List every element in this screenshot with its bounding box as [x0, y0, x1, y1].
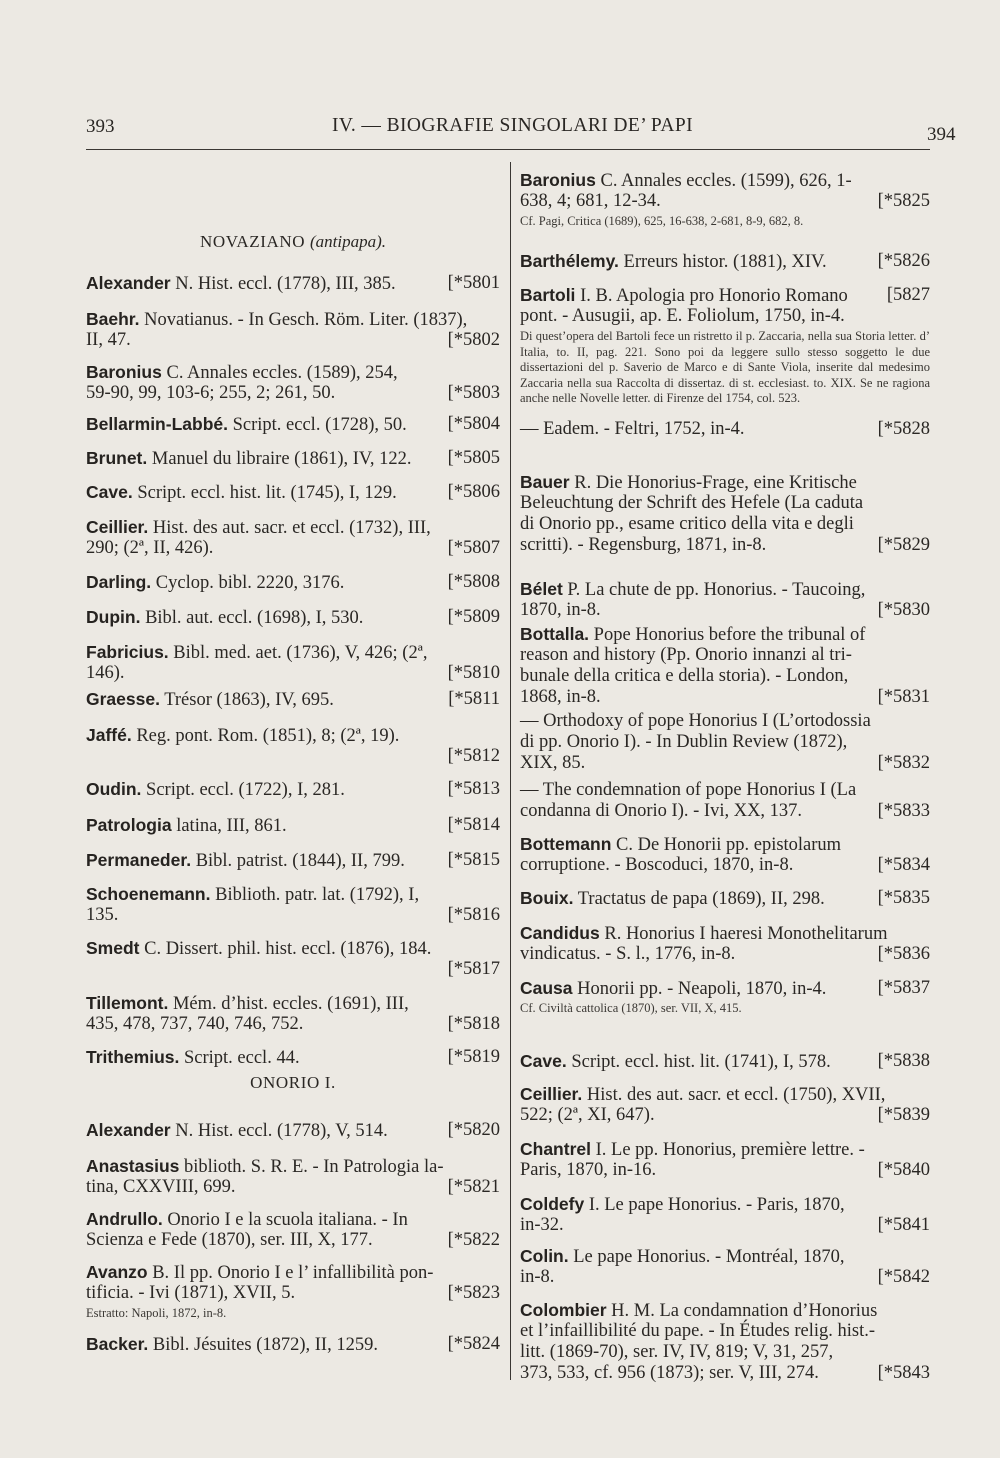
author-name: Brunet.: [86, 448, 148, 468]
bibliography-entry: [520, 711, 930, 774]
bibliography-entry: [86, 414, 500, 435]
section-title-novaziano: NOVAZIANO (antipapa).: [199, 232, 387, 251]
bibliography-entry: [520, 780, 930, 822]
reference-number: [*5838: [877, 1051, 930, 1071]
entry-line: [86, 1334, 500, 1355]
entry-line: [520, 251, 930, 272]
entry-text: biblioth. S. R. E. - In Patrologia la-: [179, 1157, 444, 1177]
reference-number: [*5801: [447, 273, 500, 293]
entry-line: [86, 309, 500, 330]
reference-number: [*5807: [447, 538, 500, 558]
entry-text: N. Hist. eccl. (1778), III, 385.: [170, 274, 396, 294]
bibliography-entry: [86, 273, 500, 294]
entry-line: [86, 448, 500, 469]
bibliography-entry: [520, 1246, 930, 1288]
author-name: Coldefy: [520, 1194, 585, 1214]
entry-line: [86, 362, 500, 383]
entry-text: Bibl. aut. eccl. (1698), I, 530.: [140, 608, 364, 628]
reference-number: [*5813: [447, 779, 500, 799]
entry-line: [86, 414, 500, 435]
author-name: Andrullo.: [86, 1209, 163, 1229]
entry-text: — Eadem. - Feltri, 1752, in-4.: [520, 419, 745, 439]
entry-text: di pp. Onorio I). - In Dublin Review (1872),: [520, 732, 848, 752]
entry-line: [86, 938, 500, 959]
entry-text: — Orthodoxy of pope Honorius I (L’ortodossia: [520, 711, 871, 731]
reference-number: [*5837: [877, 978, 930, 998]
author-name: Permaneder.: [86, 850, 192, 870]
entry-text: P. La chute de pp. Honorius. - Taucoing,: [562, 580, 866, 600]
entry-text: Hist. des aut. sacr. et eccl. (1750), XVII,: [582, 1085, 886, 1105]
entry-text: C. De Honorii pp. epistolarum: [611, 835, 842, 855]
author-name: Colin.: [520, 1246, 569, 1266]
entry-line: [520, 1342, 930, 1363]
entry-text: 135.: [86, 905, 119, 925]
entry-line: [520, 1363, 930, 1384]
author-name: Alexander: [86, 273, 171, 293]
entry-note: Cf. Civiltà cattolica (1870), ser. VII, X, 415.: [520, 1001, 742, 1015]
entry-line: [520, 687, 930, 708]
bibliography-entry: [520, 419, 930, 440]
entry-line: [520, 1321, 930, 1342]
reference-number: [*5824: [447, 1334, 500, 1354]
entry-text: C. Annales eccles. (1599), 626, 1-: [595, 171, 852, 191]
reference-number: [*5832: [877, 753, 930, 773]
entry-text: Cyclop. bibl. 2220, 3176.: [151, 573, 345, 593]
entry-line: [520, 1194, 930, 1215]
entry-text: Onorio I e la scuola italiana. - In: [162, 1210, 408, 1230]
entry-line: [520, 888, 930, 909]
entry-line: [86, 1014, 500, 1035]
entry-line: [520, 535, 930, 556]
bibliography-entry: [520, 251, 930, 272]
entry-text: I. B. Apologia pro Honorio Romano: [575, 286, 848, 306]
entry-text: R. Die Honorius-Frage, eine Kritische: [569, 473, 857, 493]
reference-number: [*5839: [877, 1105, 930, 1125]
entry-text: I. Le pp. Honorius, première lettre. -: [590, 1140, 865, 1160]
bibliography-entry: [86, 607, 500, 628]
entry-note: Di quest’opera del Bartoli fece un ristretto il p. Zaccaria, nella sua Storia letter. d’ Italia, to. II, pag. 221. Sono poi da leggere sullo stesso soggetto le due dissertazioni del p. Saverio de Marco e di Sante Viola, inserite dal medesimo Zaccaria nella sua Raccolta di dissertaz. di st. ecclesiast. to. XIX. Se ne ragiona anche nelle Novelle letter. di Firenze del 1754, col. 523.: [520, 329, 930, 405]
running-title: IV. — BIOGRAFIE SINGOLARI DE’ PAPI: [332, 115, 694, 136]
bibliography-entry: [86, 642, 500, 684]
reference-number: [*5803: [447, 383, 500, 403]
entry-text: Novatianus. - In Gesch. Röm. Liter. (1837),: [139, 310, 468, 330]
entry-text: Script. eccl. (1728), 50.: [227, 415, 407, 435]
entry-text: Bibl. med. aet. (1736), V, 426; (2ª,: [168, 643, 428, 663]
bibliography-entry: [86, 1120, 500, 1141]
entry-text: Le pape Honorius. - Montréal, 1870,: [568, 1247, 845, 1267]
entry-text: latina, III, 861.: [171, 816, 287, 836]
entry-line: [520, 579, 930, 600]
entry-line: [520, 1051, 930, 1072]
entry-line: [86, 607, 500, 628]
author-name: Patrologia: [86, 815, 172, 835]
entry-line: [520, 801, 930, 822]
reference-number: [*5808: [447, 572, 500, 592]
bibliography-entry: [86, 884, 500, 926]
entry-text: Manuel du libraire (1861), IV, 122.: [147, 449, 412, 469]
author-name: Graesse.: [86, 689, 160, 709]
page-number-right: 394: [927, 124, 956, 145]
bibliography-entry: [86, 1156, 500, 1198]
entry-note: Cf. Pagi, Critica (1689), 625, 16-638, 2-681, 8-9, 682, 8.: [520, 214, 804, 228]
entry-line: [520, 1105, 930, 1126]
bibliography-entry: [520, 1051, 930, 1072]
author-name: Bouix.: [520, 888, 574, 908]
entry-line: [520, 923, 930, 944]
entry-line: [520, 944, 930, 965]
entry-line: [520, 306, 930, 327]
reference-number: [*5818: [447, 1014, 500, 1034]
entry-line: [86, 1209, 500, 1230]
entry-text: Scienza e Fede (1870), ser. III, X, 177.: [86, 1230, 373, 1250]
entry-text: di Onorio pp., esame critico della vita e degli: [520, 514, 854, 534]
entry-line: [86, 993, 500, 1014]
entry-line: [520, 645, 930, 666]
entry-text: Bibl. patrist. (1844), II, 799.: [191, 851, 405, 871]
author-name: Fabricius.: [86, 642, 169, 662]
bibliography-entry: [86, 309, 500, 351]
entry-text: pont. - Ausugii, ap. E. Foliolum, 1750, in-4.: [520, 306, 845, 326]
entry-line: [520, 1246, 930, 1267]
entry-text: C. Dissert. phil. hist. eccl. (1876), 184.: [139, 939, 432, 959]
entry-line: [86, 273, 500, 294]
entry-text: N. Hist. eccl. (1778), V, 514.: [170, 1121, 388, 1141]
entry-text: 638, 4; 681, 12-34.: [520, 191, 661, 211]
reference-number: [*5821: [447, 1177, 500, 1197]
entry-line: [520, 666, 930, 687]
author-name: Baehr.: [86, 309, 140, 329]
author-name: Ceillier.: [520, 1084, 583, 1104]
entry-line: [86, 482, 500, 503]
entry-line: [86, 746, 500, 767]
reference-number: [*5814: [447, 815, 500, 835]
author-name: Tillemont.: [86, 993, 169, 1013]
bibliography-entry: [520, 923, 930, 965]
author-name: Candidus: [520, 923, 600, 943]
entry-text: Reg. pont. Rom. (1851), 8; (2ª, 19).: [131, 726, 400, 746]
entry-text: condanna di Onorio I). - Ivi, XX, 137.: [520, 801, 803, 821]
entry-text: 1870, in-8.: [520, 600, 601, 620]
entry-line: [520, 1215, 930, 1236]
entry-line: [520, 1267, 930, 1288]
entry-line: [520, 711, 930, 732]
entry-line: [520, 191, 930, 212]
entry-line: [520, 1139, 930, 1160]
bibliography-entry: [520, 834, 930, 876]
author-name: Bartoli: [520, 285, 576, 305]
entry-line: [86, 1120, 500, 1141]
entry-line: [86, 779, 500, 800]
entry-line: [86, 1177, 500, 1198]
bibliography-entry: [520, 285, 930, 407]
entry-text: 373, 533, cf. 956 (1873); ser. V, III, 274.: [520, 1363, 819, 1383]
entry-text: Trésor (1863), IV, 695.: [159, 690, 334, 710]
reference-number: [*5817: [447, 959, 500, 979]
entry-text: I. Le pape Honorius. - Paris, 1870,: [584, 1195, 845, 1215]
entry-text: XIX, 85.: [520, 753, 586, 773]
entry-text: R. Honorius I haeresi Monothelitarum: [599, 924, 888, 944]
author-name: Chantrel: [520, 1139, 591, 1159]
reference-number: [*5822: [447, 1230, 500, 1250]
reference-number: [*5805: [447, 448, 500, 468]
author-name: Cave.: [86, 482, 133, 502]
author-name: Schoenemann.: [86, 884, 211, 904]
bibliography-entry: [86, 1209, 500, 1251]
author-name: Bellarmin-Labbé.: [86, 414, 228, 434]
reference-number: [*5820: [447, 1120, 500, 1140]
reference-number: [*5812: [447, 746, 500, 766]
entry-text: Script. eccl. hist. lit. (1741), I, 578.: [566, 1052, 831, 1072]
author-name: Anastasius: [86, 1156, 180, 1176]
author-name: Dupin.: [86, 607, 141, 627]
bibliography-entry: [520, 579, 930, 621]
bibliography-entry: [86, 1047, 500, 1068]
bibliography-entry: [86, 448, 500, 469]
entry-text: corruptione. - Boscoduci, 1870, in-8.: [520, 855, 794, 875]
reference-number: [*5815: [447, 850, 500, 870]
entry-text: 290; (2ª, II, 426).: [86, 538, 214, 558]
reference-number: [*5840: [877, 1160, 930, 1180]
column-divider: [510, 162, 511, 1380]
reference-number: [*5831: [877, 687, 930, 707]
page-number-left: 393: [86, 116, 115, 137]
entry-note: Estratto: Napoli, 1872, in-8.: [86, 1306, 227, 1320]
bibliography-entry: [86, 993, 500, 1035]
entry-line: [86, 1283, 500, 1304]
entry-line: [86, 884, 500, 905]
entry-text: vindicatus. - S. l., 1776, in-8.: [520, 944, 736, 964]
entry-line: [520, 472, 930, 493]
entry-line: [520, 285, 930, 306]
bibliography-entry: [86, 1334, 500, 1355]
reference-number: [*5819: [447, 1047, 500, 1067]
reference-number: [*5833: [877, 801, 930, 821]
entry-text: in-32.: [520, 1215, 564, 1235]
entry-text: H. M. La condamnation d’Honorius: [606, 1301, 878, 1321]
header-rule: [86, 149, 930, 150]
bibliography-entry: [86, 938, 500, 980]
reference-number: [*5834: [877, 855, 930, 875]
bibliography-entry: [86, 815, 500, 836]
reference-number: [*5811: [448, 689, 500, 709]
author-name: Causa: [520, 978, 573, 998]
entry-text: C. Annales eccles. (1589), 254,: [161, 363, 398, 383]
entry-text: Pope Honorius before the tribunal of: [589, 625, 866, 645]
reference-number: [*5816: [447, 905, 500, 925]
author-name: Bauer: [520, 472, 570, 492]
entry-line: [520, 600, 930, 621]
entry-line: [86, 517, 500, 538]
reference-number: [*5843: [877, 1363, 930, 1383]
author-name: Oudin.: [86, 779, 142, 799]
author-name: Colombier: [520, 1300, 607, 1320]
bibliography-entry: [86, 779, 500, 800]
entry-text: tina, CXXVIII, 699.: [86, 1177, 236, 1197]
bibliography-entry: [520, 888, 930, 909]
entry-text: reason and history (Pp. Onorio innanzi al tri-: [520, 645, 852, 665]
author-name: Avanzo: [86, 1262, 148, 1282]
entry-line: [86, 689, 500, 710]
entry-line: [520, 170, 930, 191]
bibliography-entry: [86, 572, 500, 593]
entry-text: scritti). - Regensburg, 1871, in-8.: [520, 535, 767, 555]
entry-text: Hist. des aut. sacr. et eccl. (1732), III,: [148, 518, 431, 538]
author-name: Trithemius.: [86, 1047, 180, 1067]
bibliography-entry: [86, 725, 500, 767]
reference-number: [5827: [886, 285, 930, 305]
entry-text: in-8.: [520, 1267, 555, 1287]
bibliography-entry: [86, 850, 500, 871]
entry-text: Honorii pp. - Neapoli, 1870, in-4.: [572, 979, 827, 999]
author-name: Alexander: [86, 1120, 171, 1140]
entry-line: [86, 663, 500, 684]
entry-line: [86, 1262, 500, 1283]
author-name: Jaffé.: [86, 725, 132, 745]
entry-line: [520, 624, 930, 645]
entry-line: [86, 905, 500, 926]
bibliography-entry: [520, 624, 930, 708]
reference-number: [*5828: [877, 419, 930, 439]
reference-number: [*5829: [877, 535, 930, 555]
entry-line: [86, 850, 500, 871]
entry-text: Script. eccl. hist. lit. (1745), I, 129.: [132, 483, 397, 503]
reference-number: [*5841: [877, 1215, 930, 1235]
reference-number: [*5802: [447, 330, 500, 350]
reference-number: [*5825: [877, 191, 930, 211]
reference-number: [*5826: [877, 251, 930, 271]
entry-text: 435, 478, 737, 740, 746, 752.: [86, 1014, 304, 1034]
entry-line: [86, 538, 500, 559]
entry-line: [520, 855, 930, 876]
author-name: Darling.: [86, 572, 152, 592]
entry-line: [520, 978, 930, 999]
bibliography-entry: [86, 1262, 500, 1322]
entry-text: — The condemnation of pope Honorius I (La: [520, 780, 857, 800]
author-name: Baronius: [86, 362, 162, 382]
entry-line: [520, 419, 930, 440]
section-title-onorio: ONORIO I.: [250, 1073, 336, 1092]
bibliography-entry: [520, 1084, 930, 1126]
bibliography-entry: [86, 482, 500, 503]
author-name: Backer.: [86, 1334, 149, 1354]
reference-number: [*5804: [447, 414, 500, 434]
author-name: Bottemann: [520, 834, 612, 854]
entry-line: [520, 1160, 930, 1181]
entry-line: [86, 959, 500, 980]
entry-line: [520, 834, 930, 855]
entry-line: [86, 383, 500, 404]
entry-line: [86, 572, 500, 593]
entry-text: litt. (1869-70), ser. IV, IV, 819; V, 31, 257,: [520, 1342, 834, 1362]
entry-line: [86, 642, 500, 663]
entry-text: Tractatus de papa (1869), II, 298.: [573, 889, 825, 909]
bibliography-entry: [86, 362, 500, 404]
entry-line: [86, 1047, 500, 1068]
entry-line: [520, 780, 930, 801]
entry-text: et l’infaillibilité du pape. - In Études relig. hist.-: [520, 1321, 876, 1341]
entry-line: [86, 1230, 500, 1251]
entry-line: [86, 815, 500, 836]
reference-number: [*5835: [877, 888, 930, 908]
bibliography-entry: [520, 170, 930, 230]
bibliography-entry: [86, 517, 500, 559]
entry-line: [520, 1300, 930, 1321]
bibliography-entry: [520, 1194, 930, 1236]
entry-text: 59-90, 99, 103-6; 255, 2; 261, 50.: [86, 383, 336, 403]
bibliography-entry: [520, 978, 930, 1017]
reference-number: [*5836: [877, 944, 930, 964]
entry-line: [520, 1084, 930, 1105]
entry-line: [520, 753, 930, 774]
bibliography-entry: [86, 689, 500, 710]
entry-text: Mém. d’hist. eccles. (1691), III,: [168, 994, 409, 1014]
entry-text: tificia. - Ivi (1871), XVII, 5.: [86, 1283, 296, 1303]
author-name: Bélet: [520, 579, 563, 599]
entry-text: bunale della critica e della storia). - London,: [520, 666, 849, 686]
author-name: Bottalla.: [520, 624, 590, 644]
reference-number: [*5810: [447, 663, 500, 683]
entry-line: [520, 514, 930, 535]
reference-number: [*5823: [447, 1283, 500, 1303]
entry-line: [520, 493, 930, 514]
bibliography-entry: [520, 472, 930, 556]
author-name: Barthélemy.: [520, 251, 619, 271]
reference-number: [*5830: [877, 600, 930, 620]
entry-text: 146).: [86, 663, 125, 683]
entry-text: Script. eccl. (1722), I, 281.: [141, 780, 345, 800]
author-name: Cave.: [520, 1051, 567, 1071]
bibliography-entry: [520, 1139, 930, 1181]
author-name: Baronius: [520, 170, 596, 190]
entry-text: Paris, 1870, in-16.: [520, 1160, 657, 1180]
entry-text: Script. eccl. 44.: [179, 1048, 300, 1068]
entry-text: Bibl. Jésuites (1872), II, 1259.: [148, 1335, 378, 1355]
reference-number: [*5806: [447, 482, 500, 502]
entry-text: Erreurs histor. (1881), XIV.: [618, 252, 827, 272]
author-name: Smedt: [86, 938, 140, 958]
entry-text: 1868, in-8.: [520, 687, 601, 707]
entry-line: [86, 1156, 500, 1177]
entry-line: [86, 725, 500, 746]
entry-line: [520, 732, 930, 753]
entry-line: [86, 330, 500, 351]
bibliography-entry: [520, 1300, 930, 1384]
reference-number: [*5809: [447, 607, 500, 627]
entry-text: 522; (2ª, XI, 647).: [520, 1105, 655, 1125]
entry-text: II, 47.: [86, 330, 131, 350]
entry-text: Beleuchtung der Schrift des Hefele (La caduta: [520, 493, 864, 513]
reference-number: [*5842: [877, 1267, 930, 1287]
author-name: Ceillier.: [86, 517, 149, 537]
entry-text: B. Il pp. Onorio I e l’ infallibilità pon-: [147, 1263, 434, 1283]
entry-text: Biblioth. patr. lat. (1792), I,: [210, 885, 420, 905]
